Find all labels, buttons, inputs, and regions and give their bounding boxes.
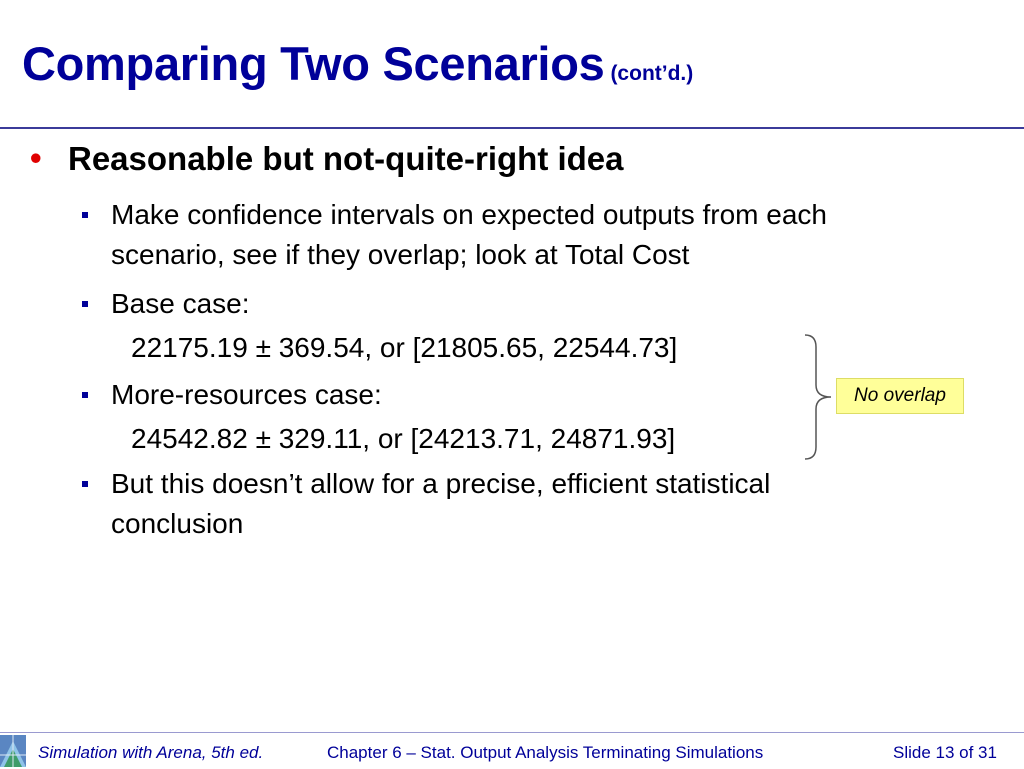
footer-slide-number: Slide 13 of 31 bbox=[893, 743, 997, 762]
square-bullet-icon bbox=[82, 301, 88, 307]
no-overlap-callout: No overlap bbox=[836, 378, 964, 414]
slide-title-sub: (cont’d.) bbox=[610, 62, 694, 85]
square-bullet-icon bbox=[82, 212, 88, 218]
slide-footer bbox=[0, 732, 1024, 769]
slide-title bbox=[22, 36, 693, 91]
main-bullet-text: Reasonable but not-quite-right idea bbox=[68, 140, 624, 177]
sub-bullet-line: Make confidence intervals on expected outputs from each bbox=[111, 199, 827, 230]
slide-title-main: Comparing Two Scenarios bbox=[22, 37, 605, 90]
title-divider bbox=[0, 127, 1024, 129]
square-bullet-icon bbox=[82, 392, 88, 398]
more-resources-interval: 24542.82 ± 329.11, or [24213.71, 24871.93] bbox=[131, 423, 676, 454]
base-case-interval: 22175.19 ± 369.54, or [21805.65, 22544.73] bbox=[131, 332, 678, 363]
sub-bullet-line: scenario, see if they overlap; look at Total Cost bbox=[111, 239, 690, 270]
red-bullet-icon: • bbox=[30, 139, 42, 176]
footer-book-title: Simulation with Arena, 5th ed. bbox=[38, 743, 264, 762]
arena-logo-icon bbox=[0, 735, 26, 767]
square-bullet-icon bbox=[82, 481, 88, 487]
sub-bullet-line: More-resources case: bbox=[111, 379, 382, 410]
sub-bullet-line: But this doesn’t allow for a precise, efficient statistical bbox=[111, 468, 771, 499]
sub-bullet-line: Base case: bbox=[111, 288, 250, 319]
footer-chapter: Chapter 6 – Stat. Output Analysis Terminating Simulations bbox=[327, 743, 764, 762]
sub-bullet-line: conclusion bbox=[111, 508, 244, 539]
curly-brace-icon bbox=[803, 333, 835, 461]
